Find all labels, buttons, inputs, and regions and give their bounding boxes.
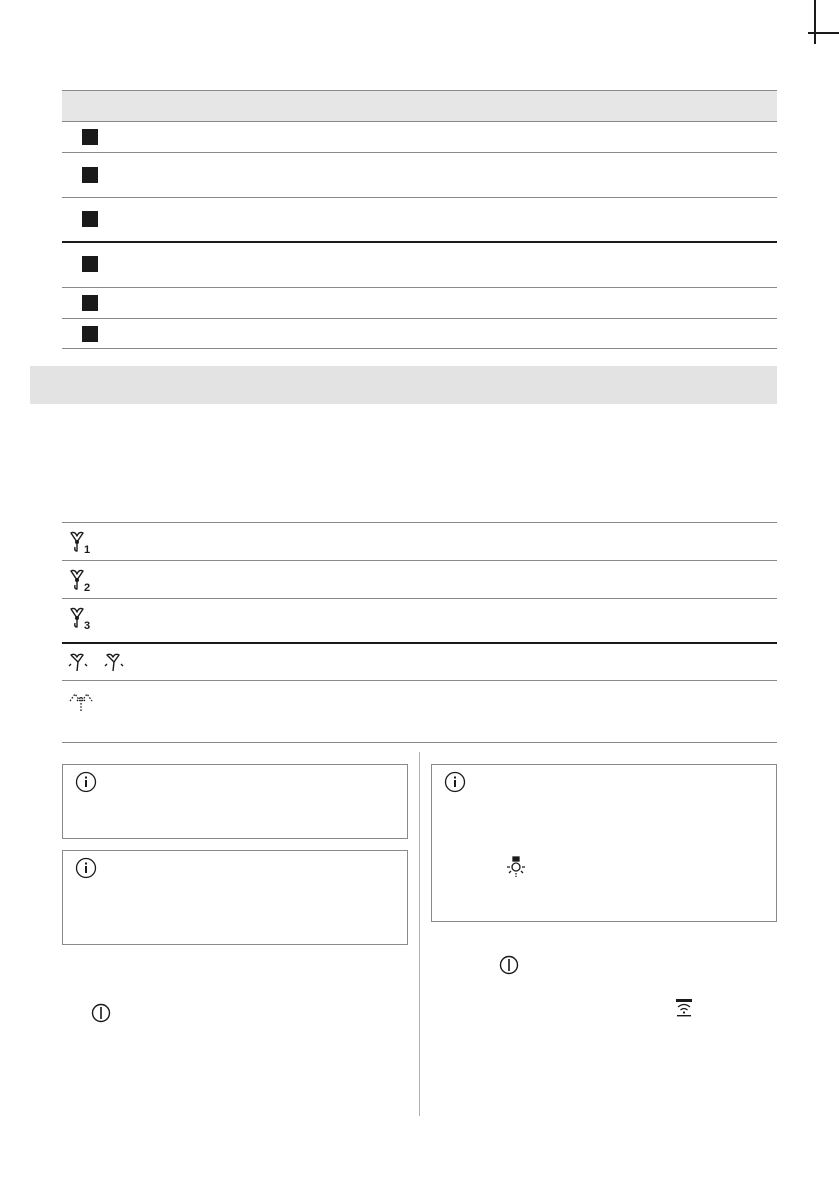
info-note-box <box>431 764 777 922</box>
fan-speed-2-icon <box>66 567 96 595</box>
fan-speed-table <box>62 522 777 743</box>
air-breeze-icon <box>66 687 98 713</box>
table-row <box>62 153 777 198</box>
fan-speed-2-label: 2 <box>84 582 91 594</box>
marker-square-icon <box>82 295 98 311</box>
marker-square-icon <box>82 211 98 227</box>
crop-mark <box>808 0 839 44</box>
marker-square-icon <box>82 129 98 145</box>
info-icon <box>75 857 97 879</box>
table-row <box>62 288 777 319</box>
table-row <box>62 644 777 681</box>
table-row <box>62 198 777 243</box>
table-row <box>62 243 777 288</box>
table-row <box>62 599 777 644</box>
table-header <box>62 90 777 122</box>
fan-boost-icon <box>66 650 136 676</box>
fan-speed-3-icon <box>66 605 96 633</box>
marker-square-icon <box>82 167 98 183</box>
column-separator <box>419 752 420 1116</box>
table-row <box>62 122 777 153</box>
top-table <box>62 90 777 349</box>
table-row <box>62 561 777 599</box>
marker-square-icon <box>82 326 98 342</box>
light-icon <box>505 856 527 880</box>
info-note-box <box>62 764 408 839</box>
info-icon <box>75 771 97 793</box>
info-icon <box>444 771 466 793</box>
info-note-box <box>62 850 408 945</box>
section-heading-band <box>30 366 777 404</box>
hood-wifi-icon <box>674 998 694 1018</box>
fan-speed-1-label: 1 <box>84 544 91 556</box>
power-icon <box>90 1002 112 1024</box>
power-icon <box>498 954 520 976</box>
marker-square-icon <box>82 256 98 272</box>
fan-speed-1-icon <box>66 529 96 557</box>
fan-speed-3-label: 3 <box>84 620 91 632</box>
table-row <box>62 319 777 349</box>
table-row <box>62 681 777 743</box>
table-row <box>62 523 777 561</box>
